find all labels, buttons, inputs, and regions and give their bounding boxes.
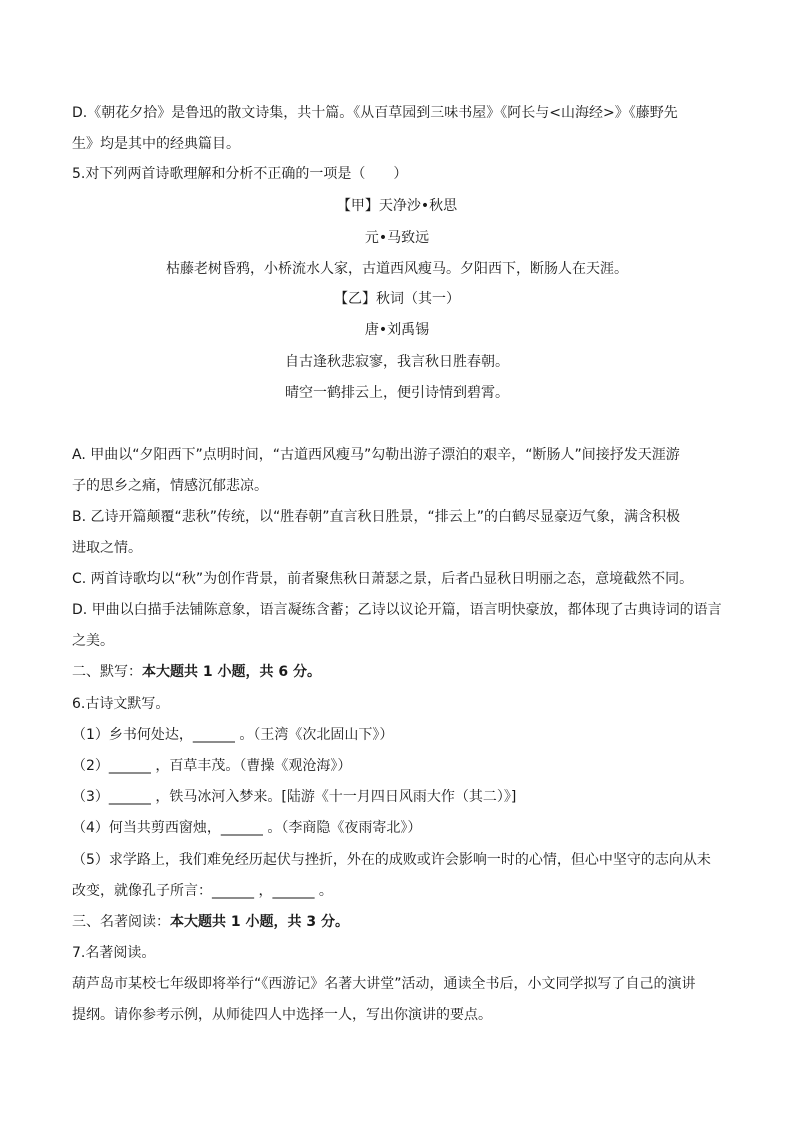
q5-option-d-line2: 之美。 bbox=[72, 633, 114, 649]
q6-item-5-line1: （5）求学路上，我们难免经历起伏与挫折，外在的成败或许会影响一时的心情，但心中坚守的志向从未 bbox=[72, 852, 711, 868]
q5-stem: 5.对下列两首诗歌理解和分析不正确的一项是（ ） bbox=[72, 166, 408, 182]
section-2-info: 本大题共 1 小题，共 6 分。 bbox=[142, 664, 321, 680]
q4-option-d-line1: D.《朝花夕拾》是鲁迅的散文诗集，共十篇。《从百草园到三味书屋》《阿长与<山海经>》《藤野先 bbox=[72, 105, 678, 121]
q7-line1: 葫芦岛市某校七年级即将举行“《西游记》名著大讲堂”活动，通读全书后，小文同学拟写了自己的演讲 bbox=[72, 976, 696, 992]
section-3-heading bbox=[72, 912, 349, 932]
section-3-info: 本大题共 1 小题，共 3 分。 bbox=[170, 914, 349, 930]
q6-stem: 6.古诗文默写。 bbox=[72, 696, 170, 712]
q5-option-b-line2: 进取之情。 bbox=[72, 540, 142, 556]
q7-stem: 7.名著阅读。 bbox=[72, 945, 156, 961]
section-2-heading bbox=[72, 662, 321, 682]
q6-item-4: （4）何当共剪西窗烛，______ 。（李商隐《夜雨寄北》） bbox=[72, 820, 422, 836]
poem-a-author: 元•马致远 bbox=[364, 230, 430, 246]
poem-a-text: 枯藤老树昏鸦，小桥流水人家，古道西风瘦马。夕阳西下，断肠人在天涯。 bbox=[166, 261, 628, 277]
q6-item-2: （2）______ ，百草丰茂。（曹操《观沧海》） bbox=[72, 758, 352, 774]
q7-line2: 提纲。请你参考示例，从师徒四人中选择一人，写出你演讲的要点。 bbox=[72, 1007, 492, 1023]
poem-b-line1: 自古逢秋悲寂寥，我言秋日胜春朝。 bbox=[285, 354, 509, 370]
q6-item-1: （1）乡书何处达，______ 。（王湾《次北固山下》） bbox=[72, 727, 394, 743]
q5-option-b-line1: B. 乙诗开篇颠覆“悲秋”传统，以“胜春朝”直言秋日胜景，“排云上”的白鹤尽显豪迈气象，满含积极 bbox=[72, 509, 681, 525]
q6-item-5-line2: 改变，就像孔子所言：______ ，______ 。 bbox=[72, 883, 333, 899]
section-2-prefix: 二、默写： bbox=[72, 664, 142, 680]
q6-item-3: （3）______ ，铁马冰河入梦来。[陆游《十一月四日风雨大作（其二）》] bbox=[72, 789, 517, 805]
poem-a-title: 【甲】天净沙•秋思 bbox=[336, 198, 458, 214]
q5-option-a-line2: 子的思乡之痛，情感沉郁悲凉。 bbox=[72, 478, 268, 494]
q5-option-a-line1: A. 甲曲以“夕阳西下”点明时间，“古道西风瘦马”勾勒出游子漂泊的艰辛，“断肠人”间接抒发天涯游 bbox=[72, 447, 680, 463]
section-3-prefix: 三、名著阅读： bbox=[72, 914, 170, 930]
poem-b-line2: 晴空一鹤排云上，便引诗情到碧霄。 bbox=[285, 385, 509, 401]
q5-option-d-line1: D. 甲曲以白描手法铺陈意象，语言凝练含蓄；乙诗以议论开篇，语言明快豪放，都体现了古典诗词的语言 bbox=[72, 602, 722, 618]
poem-b-title: 【乙】秋词（其一） bbox=[334, 291, 460, 307]
poem-b-author: 唐•刘禹锡 bbox=[364, 322, 430, 338]
q4-option-d-line2: 生》均是其中的经典篇目。 bbox=[72, 136, 240, 152]
q5-option-c-line1: C. 两首诗歌均以“秋”为创作背景，前者聚焦秋日萧瑟之景，后者凸显秋日明丽之态，意境截然不同。 bbox=[72, 571, 694, 587]
